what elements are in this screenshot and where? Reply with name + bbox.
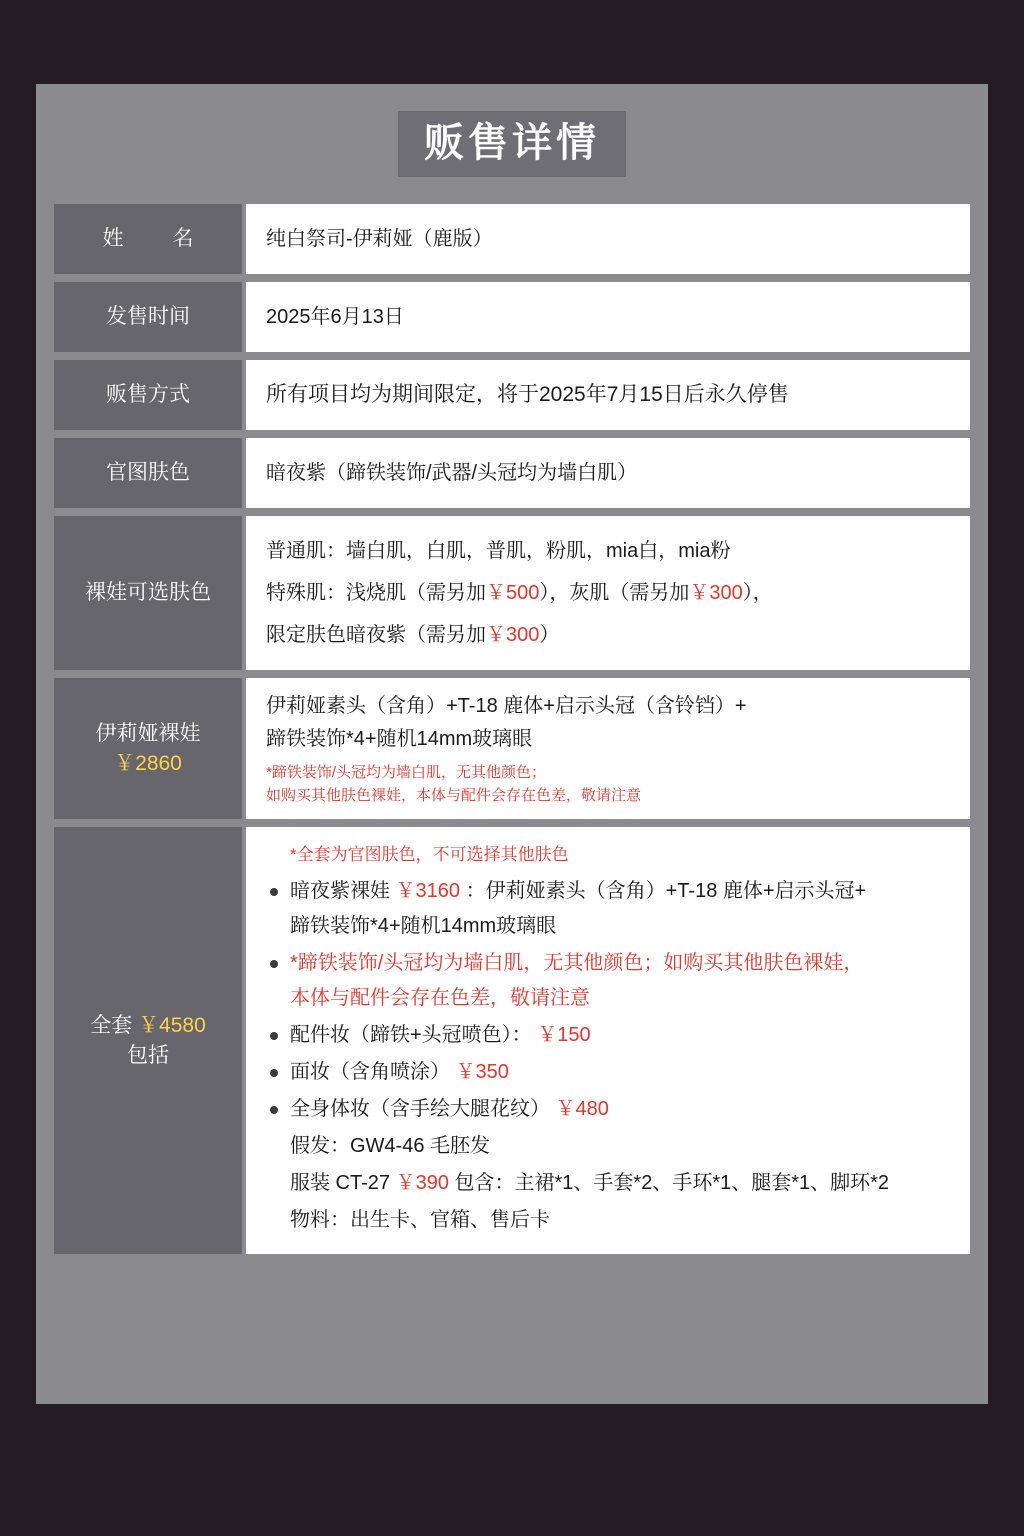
list-item-price: ￥3160 bbox=[395, 880, 461, 903]
list-item-text-suffix: 包含：主裙*1、手套*2、手环*1、腿套*1、脚环*2 bbox=[448, 1172, 890, 1195]
nude-doll-line-2: 蹄铁装饰*4+随机14mm玻璃眼 bbox=[266, 728, 533, 750]
price-grey-skin: ￥300 bbox=[689, 582, 743, 604]
list-item bbox=[264, 1203, 952, 1238]
row-label-name: 姓 名 bbox=[54, 204, 242, 274]
full-set-price: ￥4580 bbox=[138, 1014, 206, 1038]
list-item-subline: 本体与配件会存在色差，敬请注意 bbox=[290, 987, 590, 1010]
row-label-official-skin: 官图肤色 bbox=[54, 438, 242, 508]
full-set-item-list bbox=[264, 874, 952, 1240]
nude-doll-price: ￥2860 bbox=[114, 751, 182, 775]
row-label-optional-skin: 裸娃可选肤色 bbox=[54, 516, 242, 670]
table-row bbox=[54, 360, 970, 430]
row-value-official-skin: 暗夜紫（蹄铁装饰/武器/头冠均为墙白肌） bbox=[246, 438, 970, 508]
list-item bbox=[264, 1055, 952, 1090]
row-label-release-date: 发售时间 bbox=[54, 282, 242, 352]
list-item-text: 面妆（含角喷涂） bbox=[290, 1061, 450, 1084]
page-title: 贩售详情 bbox=[398, 111, 626, 177]
table-row bbox=[54, 827, 970, 1254]
table-row bbox=[54, 438, 970, 508]
nude-doll-note: *蹄铁装饰/头冠均为墙白肌，无其他颜色； 如购买其他肤色裸娃，本体与配件会存在色差，敬请注意 bbox=[266, 764, 642, 804]
optional-skin-line-2: 特殊肌：浅烧肌（需另加￥500），灰肌（需另加￥300）， bbox=[266, 582, 773, 604]
list-item bbox=[264, 1092, 952, 1127]
row-value-nude-doll bbox=[246, 678, 970, 819]
price-burn-skin: ￥500 bbox=[486, 582, 540, 604]
product-detail-card bbox=[36, 84, 988, 1404]
list-item bbox=[264, 1129, 952, 1164]
row-label-full-set bbox=[54, 827, 242, 1254]
list-item-text: 暗夜紫裸娃 bbox=[290, 880, 390, 903]
list-item bbox=[264, 1018, 952, 1053]
list-item-text: 物料：出生卡、官箱、售后卡 bbox=[290, 1209, 550, 1232]
list-item bbox=[264, 874, 952, 944]
row-value-optional-skin bbox=[246, 516, 970, 670]
list-item bbox=[264, 946, 952, 1016]
list-item-text-suffix: ：伊莉娅素头（含角）+T-18 鹿体+启示头冠+ bbox=[460, 880, 867, 903]
detail-table bbox=[54, 204, 970, 1254]
row-value-name: 纯白祭司-伊莉娅（鹿版） bbox=[246, 204, 970, 274]
list-item-text: 配件妆（蹄铁+头冠喷色）： bbox=[290, 1024, 532, 1047]
price-limited-skin: ￥300 bbox=[486, 624, 540, 646]
list-item-price: ￥390 bbox=[395, 1172, 449, 1195]
row-value-full-set bbox=[246, 827, 970, 1254]
list-item-text: 假发：GW4-46 毛胚发 bbox=[290, 1135, 491, 1158]
list-item-text: 服装 CT-27 bbox=[290, 1172, 391, 1195]
optional-skin-line-1: 普通肌：墙白肌，白肌，普肌，粉肌，mia白，mia粉 bbox=[266, 540, 731, 562]
table-row bbox=[54, 678, 970, 819]
row-value-release-date: 2025年6月13日 bbox=[246, 282, 970, 352]
row-label-nude-doll: 伊莉娅裸娃 ￥2860 bbox=[54, 678, 242, 819]
optional-skin-line-3: 限定肤色暗夜紫（需另加￥300） bbox=[266, 624, 560, 646]
full-set-label-line1: 全套 ￥4580 bbox=[90, 1014, 206, 1038]
row-label-sale-method: 贩售方式 bbox=[54, 360, 242, 430]
table-row bbox=[54, 282, 970, 352]
table-row bbox=[54, 204, 970, 274]
row-value-sale-method: 所有项目均为期间限定，将于2025年7月15日后永久停售 bbox=[246, 360, 970, 430]
list-item-text: *蹄铁装饰/头冠均为墙白肌，无其他颜色；如购买其他肤色裸娃， bbox=[290, 952, 864, 975]
list-item-price: ￥350 bbox=[455, 1061, 509, 1084]
list-item-price: ￥480 bbox=[555, 1098, 609, 1121]
full-set-label-line2: 包括 bbox=[127, 1043, 169, 1067]
nude-doll-line-1: 伊莉娅素头（含角）+T-18 鹿体+启示头冠（含铃铛）+ bbox=[266, 695, 747, 717]
list-item-price: ￥150 bbox=[537, 1024, 591, 1047]
list-item-text: 全身体妆（含手绘大腿花纹） bbox=[290, 1098, 550, 1121]
full-set-top-note: *全套为官图肤色，不可选择其他肤色 bbox=[290, 845, 569, 864]
title-container bbox=[36, 84, 988, 204]
list-item-subline: 蹄铁装饰*4+随机14mm玻璃眼 bbox=[290, 915, 557, 938]
list-item bbox=[264, 1166, 952, 1201]
table-row bbox=[54, 516, 970, 670]
